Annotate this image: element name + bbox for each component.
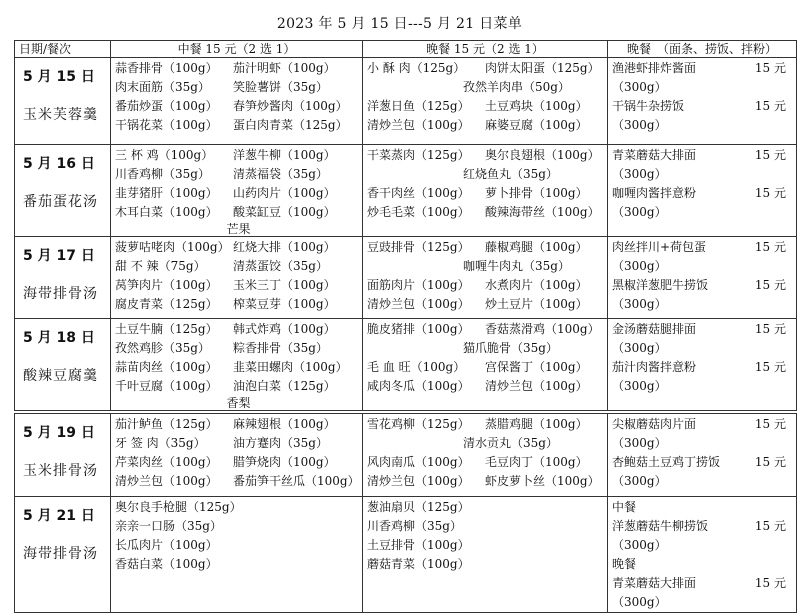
evening-dish: （300g） [612, 341, 667, 355]
page-title: 2023 年 5 月 15 日---5 月 21 日菜单 [276, 16, 523, 32]
dish-name: 清蒸蛋饺（35g） [233, 259, 328, 273]
evening-line [612, 453, 796, 472]
evening-cell [608, 237, 797, 319]
dish-name: 清水贡丸（35g） [463, 436, 558, 450]
evening-line [612, 78, 796, 97]
evening-cell [608, 58, 797, 145]
lunch-line [115, 517, 362, 536]
evening-line [612, 434, 796, 453]
lunch-line [115, 453, 362, 472]
lunch-cell [111, 497, 363, 613]
lunch-line [115, 434, 362, 453]
evening-dish: （300g） [612, 595, 667, 609]
dish-name: 雪花鸡柳（125g） [367, 417, 470, 431]
dish-name: 香干肉丝（100g） [367, 186, 470, 200]
dinner-line [367, 238, 607, 257]
dish-name: 葱油扇贝（125g） [367, 500, 470, 514]
dish-name: 洋葱日鱼（125g） [367, 99, 470, 113]
dinner-cell [363, 58, 608, 145]
day-soup: 玉米排骨汤 [23, 463, 98, 479]
dish-name: 奥尔良手枪腿（125g） [115, 500, 242, 514]
dish-name: 木耳白菜（100g） [115, 205, 218, 219]
dish-name: 番茄炒蛋（100g） [115, 99, 218, 113]
evening-line [612, 184, 796, 203]
lunch-line [115, 276, 362, 295]
evening-line [612, 536, 796, 555]
dinner-line [367, 498, 607, 517]
dish-name: 咸肉冬瓜（100g） [367, 379, 470, 393]
evening-dish: 晚餐 [612, 557, 637, 571]
dish-name: 面筋肉片（100g） [367, 278, 470, 292]
dish-name: 孜然羊肉串（50g） [463, 80, 570, 94]
dinner-line [367, 320, 607, 339]
evening-price: 15 元 [754, 417, 786, 431]
evening-line [612, 97, 796, 116]
lunch-line [115, 555, 362, 574]
dish-name: 蒸腊鸡腿（100g） [485, 417, 588, 431]
evening-price: 15 元 [754, 576, 786, 590]
lunch-line [115, 78, 362, 97]
evening-dish: （300g） [612, 297, 667, 311]
evening-line [612, 257, 796, 276]
dish-name: 酸辣海带丝（100g） [485, 205, 600, 219]
dish-name: 莴笋肉片（100g） [115, 278, 218, 292]
dish-name: 清炒兰包（100g） [367, 474, 470, 488]
evening-cell [608, 319, 797, 411]
dinner-line [367, 146, 607, 165]
dinner-line [367, 203, 607, 222]
evening-dish: 金汤蘑菇腿排面 [612, 322, 697, 336]
date-cell [15, 497, 111, 613]
dish-name: 肉饼太阳蛋（125g） [485, 61, 600, 75]
dish-name: 韭菜田螺肉（100g） [233, 360, 348, 374]
dinner-cell [363, 497, 608, 613]
dinner-line [367, 453, 607, 472]
dish-name: 长瓜肉片（100g） [115, 538, 218, 552]
header-lunch: 中餐 15 元（2 选 1） [111, 41, 363, 58]
evening-line [612, 146, 796, 165]
dinner-line [367, 472, 607, 491]
dish-name: 蒜苗肉丝（100g） [115, 360, 218, 374]
evening-line [612, 339, 796, 358]
dish-name: 洋葱牛柳（100g） [233, 148, 336, 162]
day-soup: 酸辣豆腐羹 [23, 368, 98, 384]
dinner-line [367, 165, 607, 184]
dinner-line [367, 339, 607, 358]
day-date: 5 月 17 日 [23, 248, 95, 264]
evening-price: 15 元 [754, 519, 786, 533]
lunch-line [115, 146, 362, 165]
lunch-line [115, 472, 362, 491]
evening-cell [608, 497, 797, 613]
evening-line [612, 377, 796, 396]
evening-line [612, 276, 796, 295]
date-cell [15, 414, 111, 497]
evening-dish: 青菜蘑菇大排面 [612, 576, 697, 590]
dish-name: 豆豉排骨（125g） [367, 240, 470, 254]
dish-name: 麻辣翅根（100g） [233, 417, 336, 431]
evening-dish: （300g） [612, 259, 667, 273]
evening-dish: 渔港虾排炸酱面 [612, 61, 697, 75]
dinner-line [367, 59, 607, 78]
dish-name: 土豆牛腩（125g） [115, 322, 218, 336]
dish-name: 牙 签 肉（35g） [115, 436, 206, 450]
dish-name: 宫保酱丁（100g） [485, 360, 588, 374]
evening-line [612, 203, 796, 222]
dish-name: 红烧大排（100g） [233, 240, 336, 254]
lunch-line [115, 295, 362, 314]
dinner-cell [363, 145, 608, 237]
date-cell [15, 145, 111, 237]
dish-name: 亲亲一口肠（35g） [115, 519, 222, 533]
evening-dish: （300g） [612, 474, 667, 488]
evening-price: 15 元 [754, 61, 786, 75]
evening-price: 15 元 [754, 99, 786, 113]
dinner-line [367, 536, 607, 555]
dinner-line [367, 295, 607, 314]
evening-dish: （300g） [612, 80, 667, 94]
header-evening: 晚餐 （面条、捞饭、拌粉） [608, 41, 797, 58]
day-row [15, 319, 797, 411]
dinner-line [367, 97, 607, 116]
dish-name: 茄汁明虾（100g） [233, 61, 336, 75]
day-soup: 番茄蛋花汤 [23, 194, 98, 210]
dish-name: 咖喱牛肉丸（35g） [463, 259, 570, 273]
date-cell [15, 237, 111, 319]
dish-name: 猫爪脆骨（35g） [463, 341, 558, 355]
dish-name: 土豆排骨（100g） [367, 538, 470, 552]
evening-line [612, 59, 796, 78]
dinner-line [367, 257, 607, 276]
dish-name: 香菇蒸滑鸡（100g） [485, 322, 600, 336]
menu-table-week-top [14, 40, 797, 411]
lunch-line [115, 116, 362, 135]
dish-name: 萝卜排骨（100g） [485, 186, 588, 200]
dish-name: 干菜蒸肉（125g） [367, 148, 470, 162]
dish-name: 奥尔良翅根（100g） [485, 148, 600, 162]
date-cell [15, 319, 111, 411]
lunch-cell [111, 414, 363, 497]
dish-name: 榨菜豆芽（100g） [233, 297, 336, 311]
day-soup: 玉米芙蓉羹 [23, 107, 98, 123]
lunch-line [115, 536, 362, 555]
header-dinner: 晚餐 15 元（2 选 1） [363, 41, 608, 58]
header-date: 日期/餐次 [15, 41, 111, 58]
evening-line [612, 320, 796, 339]
dish-name: 番茄笋干丝瓜（100g） [233, 474, 360, 488]
menu-table-week-bottom [14, 413, 797, 613]
dish-name: 清蒸福袋（35g） [233, 167, 328, 181]
dish-name: 小 酥 肉（125g） [367, 61, 466, 75]
dish-name: 干锅花菜（100g） [115, 118, 218, 132]
lunch-line [115, 415, 362, 434]
evening-line [612, 555, 796, 574]
dish-name: 韭芽猪肝（100g） [115, 186, 218, 200]
evening-dish: （300g） [612, 167, 667, 181]
day-row [15, 237, 797, 319]
day-soup: 海带排骨汤 [23, 286, 98, 302]
evening-line [612, 295, 796, 314]
dinner-line [367, 434, 607, 453]
dish-name: 春笋炒酱肉（100g） [233, 99, 348, 113]
evening-dish: 干锅牛杂捞饭 [612, 99, 685, 113]
lunch-line [115, 165, 362, 184]
dish-name: 清炒兰包（100g） [115, 474, 218, 488]
evening-dish: （300g） [612, 118, 667, 132]
evening-dish: 黑椒洋葱肥牛捞饭 [612, 278, 709, 292]
lunch-line [115, 238, 362, 257]
evening-line [612, 358, 796, 377]
dish-name: 山药肉片（100g） [233, 186, 336, 200]
evening-price: 15 元 [754, 360, 786, 374]
dish-name: 藤椒鸡腿（100g） [485, 240, 588, 254]
dish-name: 玉米三丁（100g） [233, 278, 336, 292]
evening-price: 15 元 [754, 240, 786, 254]
dish-name: 孜然鸡胗（35g） [115, 341, 210, 355]
day-soup: 海带排骨汤 [23, 546, 98, 562]
evening-dish: （300g） [612, 205, 667, 219]
dish-name: 毛 血 旺（100g） [367, 360, 466, 374]
dish-name: 油方蹇肉（35g） [233, 436, 328, 450]
evening-dish: 尖椒蘑菇肉片面 [612, 417, 697, 431]
date-cell [15, 58, 111, 145]
dish-name: 笑脸薯饼（35g） [233, 80, 328, 94]
dinner-line [367, 358, 607, 377]
day-date: 5 月 21 日 [23, 508, 95, 524]
dish-name: 土豆鸡块（100g） [485, 99, 588, 113]
evening-line [612, 415, 796, 434]
dinner-cell [363, 237, 608, 319]
dish-name: 清炒兰包（100g） [367, 297, 470, 311]
lunch-line [115, 339, 362, 358]
dish-name: 炒土豆片（100g） [485, 297, 588, 311]
lunch-cell [111, 319, 363, 411]
dish-name: 粽香排骨（35g） [233, 341, 328, 355]
dinner-line [367, 78, 607, 97]
fruit-dessert: 芒果 [226, 222, 251, 236]
evening-line [612, 165, 796, 184]
dish-name: 香菇白菜（100g） [115, 557, 218, 571]
dish-name: 甜 不 辣（75g） [115, 259, 206, 273]
dinner-line [367, 517, 607, 536]
fruit-dessert: 香梨 [226, 396, 251, 410]
dish-name: 水煮肉片（100g） [485, 278, 588, 292]
evening-dish: 咖喱肉酱拌意粉 [612, 186, 697, 200]
dish-name: 红烧鱼丸（35g） [463, 167, 558, 181]
dish-name: 芹菜肉丝（100g） [115, 455, 218, 469]
evening-price: 15 元 [754, 148, 786, 162]
evening-cell [608, 414, 797, 497]
dish-name: 腊笋烧肉（100g） [233, 455, 336, 469]
lunch-cell [111, 237, 363, 319]
evening-line [612, 116, 796, 135]
day-row [15, 414, 797, 497]
evening-dish: （300g） [612, 538, 667, 552]
day-row [15, 145, 797, 237]
header-row [15, 41, 797, 58]
dish-name: 肉末面筋（35g） [115, 80, 210, 94]
evening-dish: 肉丝拌川+荷包蛋 [612, 240, 707, 254]
dish-name: 川香鸡柳（35g） [115, 167, 210, 181]
lunch-line [115, 203, 362, 222]
dinner-line [367, 184, 607, 203]
dish-name: 蛋白肉青菜（125g） [233, 118, 348, 132]
evening-dish: （300g） [612, 379, 667, 393]
dish-name: 麻婆豆腐（100g） [485, 118, 588, 132]
dish-name: 虾皮萝卜丝（100g） [485, 474, 600, 488]
lunch-cell [111, 58, 363, 145]
evening-price: 15 元 [754, 278, 786, 292]
day-date: 5 月 19 日 [23, 425, 95, 441]
dish-name: 炒毛毛菜（100g） [367, 205, 470, 219]
evening-dish: 洋葱蘑菇牛柳捞饭 [612, 519, 709, 533]
lunch-line [115, 184, 362, 203]
dish-name: 酸菜缸豆（100g） [233, 205, 336, 219]
evening-line [612, 472, 796, 491]
dinner-line [367, 116, 607, 135]
lunch-line [115, 257, 362, 276]
dish-name: 蒜香排骨（100g） [115, 61, 218, 75]
evening-cell [608, 145, 797, 237]
dish-name: 毛豆肉丁（100g） [485, 455, 588, 469]
dish-name: 川香鸡柳（35g） [367, 519, 462, 533]
evening-dish: 杏鲍菇土豆鸡丁捞饭 [612, 455, 721, 469]
lunch-line [115, 59, 362, 78]
evening-price: 15 元 [754, 186, 786, 200]
dish-name: 千叶豆腐（100g） [115, 379, 218, 393]
dish-name: 脆皮猪排（100g） [367, 322, 470, 336]
day-date: 5 月 16 日 [23, 156, 95, 172]
dinner-cell [363, 319, 608, 411]
evening-line [612, 238, 796, 257]
dish-name: 茄汁鲈鱼（125g） [115, 417, 218, 431]
dish-name: 三 杯 鸡（100g） [115, 148, 214, 162]
dinner-cell [363, 414, 608, 497]
lunch-line [115, 358, 362, 377]
dinner-line [367, 415, 607, 434]
evening-price: 15 元 [754, 322, 786, 336]
dish-name: 清炒兰包（100g） [367, 118, 470, 132]
evening-line [612, 498, 796, 517]
evening-dish: 青菜蘑菇大排面 [612, 148, 697, 162]
evening-price: 15 元 [754, 455, 786, 469]
evening-line [612, 593, 796, 612]
dinner-line [367, 555, 607, 574]
dinner-line [367, 276, 607, 295]
day-date: 5 月 15 日 [23, 69, 95, 85]
lunch-line [115, 97, 362, 116]
evening-line [612, 574, 796, 593]
dish-name: 风肉南瓜（100g） [367, 455, 470, 469]
day-row [15, 58, 797, 145]
dish-name: 油泡白菜（125g） [233, 379, 336, 393]
dish-name: 韩式炸鸡（100g） [233, 322, 336, 336]
day-row [15, 497, 797, 613]
dinner-line [367, 377, 607, 396]
lunch-line [115, 320, 362, 339]
lunch-cell [111, 145, 363, 237]
day-date: 5 月 18 日 [23, 330, 95, 346]
lunch-line [115, 498, 362, 517]
dish-name: 菠萝咕咾肉（100g） [115, 240, 230, 254]
lunch-line [115, 377, 362, 396]
dish-name: 蘑菇青菜（100g） [367, 557, 470, 571]
evening-dish: 中餐 [612, 500, 637, 514]
dish-name: 清炒兰包（100g） [485, 379, 588, 393]
dish-name: 腐皮青菜（125g） [115, 297, 218, 311]
evening-dish: （300g） [612, 436, 667, 450]
evening-line [612, 517, 796, 536]
evening-dish: 茄汁肉酱拌意粉 [612, 360, 697, 374]
